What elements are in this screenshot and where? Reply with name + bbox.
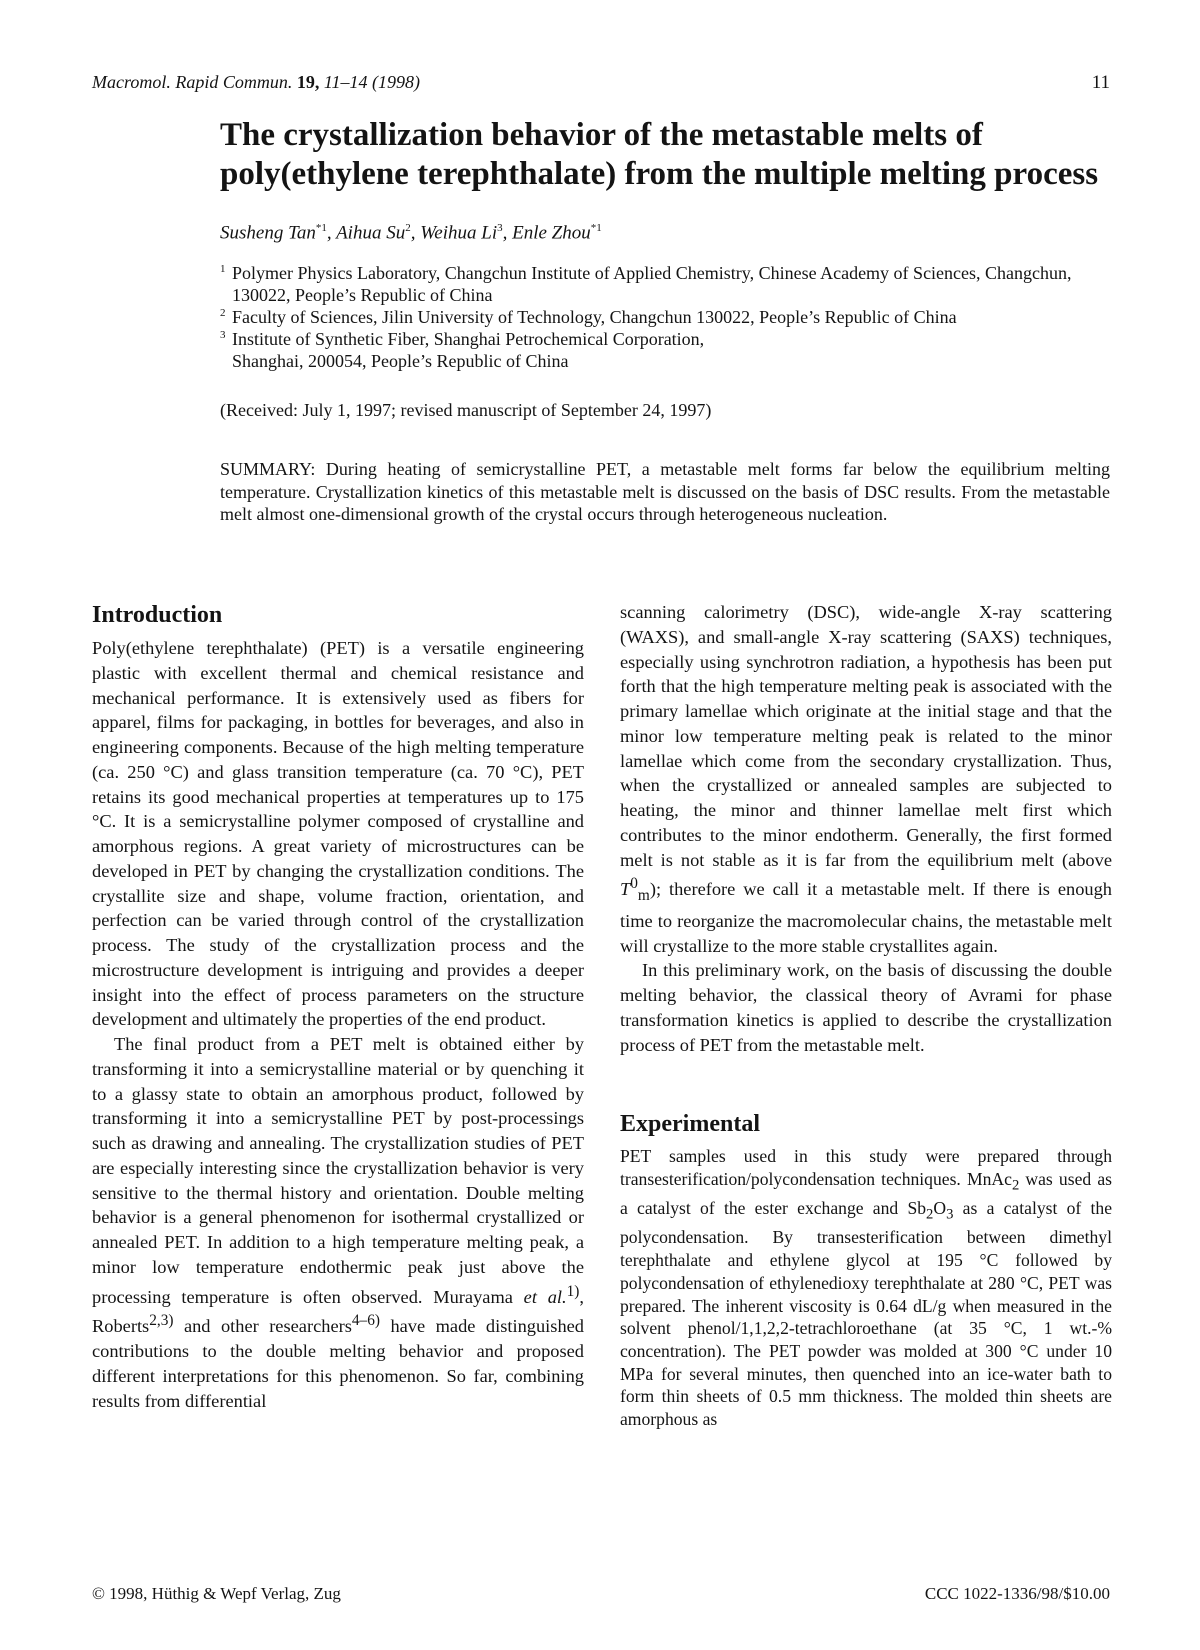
author-mark: 2: [405, 222, 411, 234]
introduction-heading: Introduction: [92, 602, 223, 628]
subscript: 3: [946, 1206, 954, 1223]
affiliation-text: Faculty of Sciences, Jilin University of Technology, Changchun 130022, People’s Republic of China: [232, 307, 957, 327]
affiliation-number: 1: [220, 263, 226, 275]
affiliation-text: Polymer Physics Laboratory, Changchun Institute of Applied Chemistry, Chinese Academy of Sciences, Changchun, 130022, People’s Republic of China: [232, 263, 1072, 305]
author-name: Weihua Li: [420, 222, 498, 244]
reference-mark: 4–6): [351, 1312, 380, 1330]
article-title: The crystallization behavior of the metastable melts of poly(ethylene terephthalate) from the multiple melting process: [220, 117, 1099, 192]
text-run: PET samples used in this study were prepared through transesterification/polycondensation techniques. MnAc: [620, 1146, 1112, 1189]
author-name: Susheng Tan: [220, 222, 316, 244]
affiliation-2: [220, 306, 1120, 328]
experimental-paragraph: [620, 1145, 1112, 1430]
page-number: 11: [1091, 72, 1110, 93]
intro-paragraph-1: Poly(ethylene terephthalate) (PET) is a versatile engineering plastic with excellent thermal and chemical resistance and mechanical performance. It is extensively used as fibers for apparel, films for packaging, in bottles for beverages, and also in engineering components. Because of the high melting temperature (ca. 250 °C) and glass transition temperature (ca. 70 °C), PET retains its good mechanical properties at temperatures up to 175 °C. It is a semicrystalline polymer composed of crystalline and amorphous regions. A great variety of microstructures can be developed in PET by changing the crystallization conditions. The crystallite size and shape, volume fraction, orientation, and perfection can be varied through control of the crystallization process. The study of the crystallization process and the microstructure development is intriguing and provides a deeper insight into the effect of process parameters on the structure development and ultimately the properties of the end product.: [92, 638, 584, 1030]
author-mark: *1: [315, 222, 327, 234]
text-run: O: [933, 1198, 947, 1219]
intro-paragraph-3: [620, 600, 1112, 958]
author-mark: *1: [590, 222, 602, 234]
experimental-heading: Experimental: [620, 1111, 760, 1138]
et-al: et al.: [523, 1286, 567, 1307]
copyright-notice: © 1998, Hüthig & Wepf Verlag, Zug: [92, 1584, 341, 1603]
running-head: [92, 72, 420, 93]
ccc-code: CCC 1022-1336/98/$10.00: [924, 1584, 1110, 1603]
text-run: ); therefore we call it a metastable melt. If there is enough time to reorganize the macromolecular chains, the metastable melt will crystallize to the more stable crystallites again.: [620, 879, 1112, 956]
text-run: as a catalyst of the polycondensation. By transesterification between dimethyl terephthalate and ethylene glycol at 195 °C followed by polycondensation of ethylenedioxy terephthalate at 280 °C, PET was prepared. The inherent viscosity is 0.64 dL/g when measured in the solvent phenol/1,1,2,2-tetrachloroethane (at 35 °C, 1 wt.-% concentration). The PET powder was molded at 300 °C under 10 MPa for several minutes, then quenched into an ice-water bath to form thin sheets of 0.5 mm thickness. The molded thin sheets are amorphous as: [620, 1198, 1113, 1430]
reference-mark: 2,3): [149, 1312, 174, 1330]
text-run: and other researchers: [173, 1316, 352, 1337]
affiliations: [220, 262, 1120, 372]
journal-pages: 11–14 (1998): [323, 72, 420, 92]
intro-paragraph-2: [92, 1032, 584, 1414]
author-name: Aihua Su: [336, 222, 406, 244]
symbol-t: T: [620, 879, 631, 900]
text-run: scanning calorimetry (DSC), wide-angle X-ray scattering (WAXS), and small-angle X-ray scattering (SAXS) techniques, especially using synchrotron radiation, a hypothesis has been put forth that the high temperature melting peak is associated with the primary lamellae which originate at the initial stage and that the minor low temperature melting peak is related to the minor lamellae which come from the secondary crystallization. Thus, when the crystallized or annealed samples are subjected to heating, the minor and thinner lamellae melt first which contributes to the minor endotherm. Generally, the first formed melt is not stable as it is far from the equilibrium melt (above: [620, 602, 1112, 870]
intro-paragraph-4: In this preliminary work, on the basis of discussing the double melting behavior, the classical theory of Avrami for phase transformation kinetics is applied to describe the crystallization process of PET from the metastable melt.: [620, 960, 1112, 1055]
affiliation-3: [220, 328, 1120, 372]
reference-mark: 1): [566, 1282, 580, 1300]
right-column: [620, 600, 1112, 1431]
affiliation-text-line2: Shanghai, 200054, People’s Republic of China: [232, 351, 569, 371]
left-column: [92, 600, 584, 1414]
affiliation-number: 2: [220, 307, 226, 319]
text-run: was used as a catalyst of the ester exchange and Sb: [620, 1169, 1112, 1219]
author-list: Susheng Tan$^{*1}$, Aihua Su$^2$, Weihua Li$^3$, Enle Zhou$^{*1}$: [220, 222, 602, 244]
received-dates: (Received: July 1, 1997; revised manuscript of September 24, 1997): [220, 400, 712, 420]
affiliation-text: Institute of Synthetic Fiber, Shanghai Petrochemical Corporation,: [232, 329, 705, 349]
journal-name: Macromol. Rapid Commun.: [92, 72, 293, 92]
text-run: , Roberts: [92, 1286, 584, 1337]
summary: SUMMARY: During heating of semicrystalline PET, a metastable melt forms far below the equilibrium melting temperature. Crystallization kinetics of this metastable melt is discussed on the basis of DSC results. From the metastable melt almost one-dimensional growth of the crystal occurs through heterogeneous nucleation.: [220, 459, 1110, 524]
text-run: have made distinguished contributions to the double melting behavior and proposed different interpretations for this phenomenon. So far, combining results from differential: [92, 1316, 584, 1411]
symbol-sup: 0: [630, 875, 638, 893]
text-run: The final product from a PET melt is obtained either by transforming it into a semicrystalline material or by quenching it to a glassy state to obtain an amorphous product, followed by transforming it into a semicrystalline PET by post-processings such as drawing and annealing. The crystallization studies of PET are especially interesting since the crystallization behavior is very sensitive to the thermal history and orientation. Double melting behavior is a general phenomenon for isothermal crystallized or annealed PET. In addition to a high temperature melting peak, a minor low temperature endothermic peak just above the processing temperature is often observed. Murayama: [92, 1034, 584, 1307]
journal-volume: 19,: [296, 72, 320, 92]
author-name: Enle Zhou: [512, 222, 591, 244]
affiliation-number: 3: [220, 329, 226, 341]
subscript: 2: [1011, 1177, 1020, 1194]
subscript: 2: [926, 1206, 934, 1223]
author-mark: 3: [497, 222, 503, 234]
symbol-sub: m: [637, 887, 650, 905]
affiliation-1: [220, 262, 1120, 306]
